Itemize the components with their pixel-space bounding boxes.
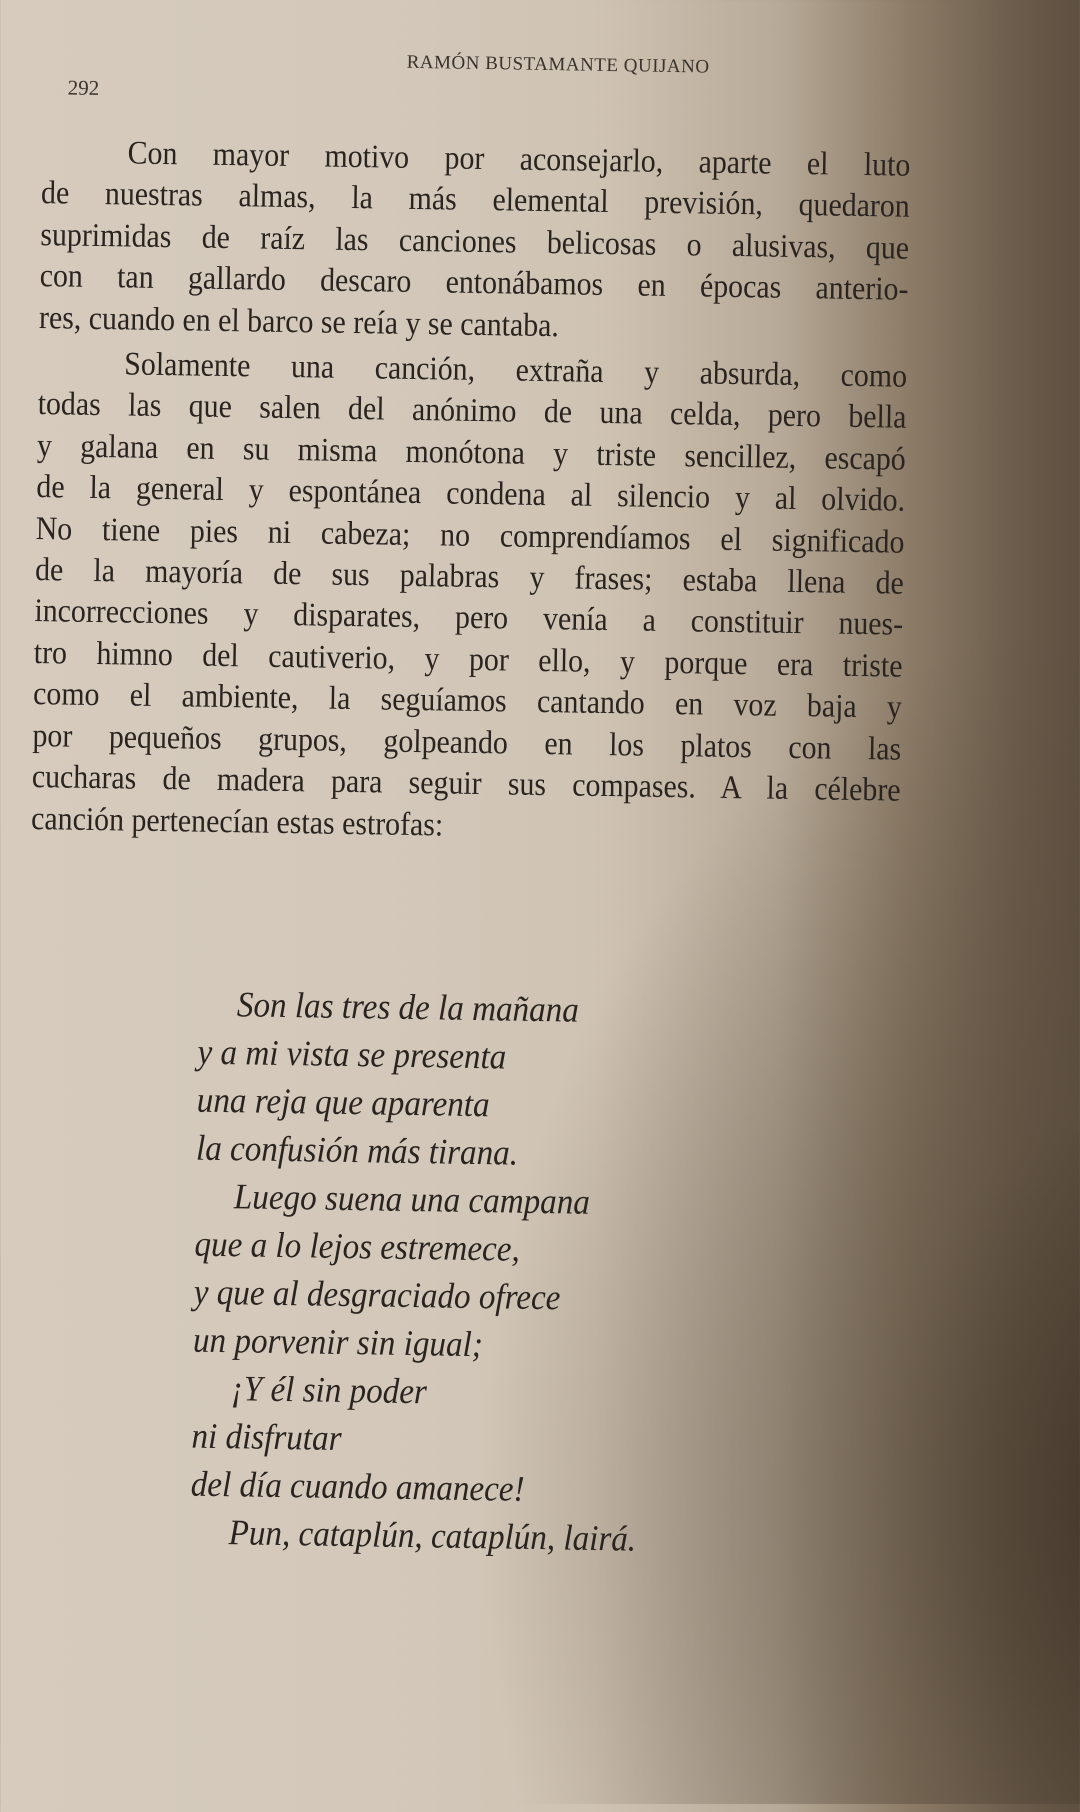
text-line: incorrecciones y disparates, pero venía a constituir nues- <box>34 593 904 644</box>
verse-line: Son las tres de la mañana <box>236 984 580 1030</box>
text-line: canción pertenecían estas estrofas: <box>30 800 444 843</box>
text-line: tro himno del cautiverio, y por ello, y porque era triste <box>33 634 903 685</box>
song-verse <box>190 980 751 1565</box>
verse-line: un porvenir sin igual; <box>192 1319 484 1365</box>
verse-line: Luego suena una campana <box>233 1176 591 1222</box>
verse-line: que a lo lejos estremece, <box>194 1223 521 1269</box>
body-text <box>31 132 911 853</box>
verse-line: y a mi vista se presenta <box>197 1031 507 1077</box>
text-line: cucharas de madera para seguir sus compases. A la célebre <box>31 759 901 809</box>
text-line: No tiene pies ni cabeza; no comprendíamos el significado <box>35 510 905 561</box>
text-line: todas las que salen del anónimo de una celda, pero bella <box>37 386 907 437</box>
text-line: de la general y espontánea condena al silencio y al olvido. <box>36 469 906 519</box>
text-line: de nuestras almas, la más elemental previsión, quedaron <box>40 175 911 226</box>
text-line: como el ambiente, la seguíamos cantando en voz baja y <box>32 676 903 726</box>
verse-line: ni disfrutar <box>191 1415 342 1458</box>
verse-line: ¡Y él sin poder <box>230 1368 428 1412</box>
running-head: RAMÓN BUSTAMANTE QUIJANO <box>406 51 710 78</box>
verse-line: una reja que aparenta <box>196 1079 490 1125</box>
text-line: por pequeños grupos, golpeando en los platos con las <box>32 717 902 768</box>
text-line: suprimidas de raíz las canciones belicosas o alusivas, que <box>40 216 910 267</box>
text-line: res, cuando en el barco se reía y se cantaba. <box>38 299 560 344</box>
page-number: 292 <box>67 75 100 100</box>
text-line: Con mayor motivo por aconsejarlo, aparte el luto <box>127 135 911 184</box>
text-line: con tan gallardo descaro entonábamos en épocas anterio- <box>39 258 909 308</box>
verse-line: Pun, cataplún, cataplún, lairá. <box>228 1512 637 1559</box>
verse-line: la confusión más tirana. <box>195 1127 519 1173</box>
paragraph-2 <box>31 343 907 853</box>
text-line: Solamente una canción, extraña y absurda, como <box>124 346 908 395</box>
verse-line: del día cuando amanece! <box>190 1463 525 1509</box>
verse-line: y que al desgraciado ofrece <box>193 1271 561 1318</box>
paragraph-1 <box>39 132 911 353</box>
text-line: y galana en su misma monótona y triste sencillez, escapó <box>36 427 907 478</box>
text-line: de la mayoría de sus palabras y frases; estaba llena de <box>34 552 905 602</box>
